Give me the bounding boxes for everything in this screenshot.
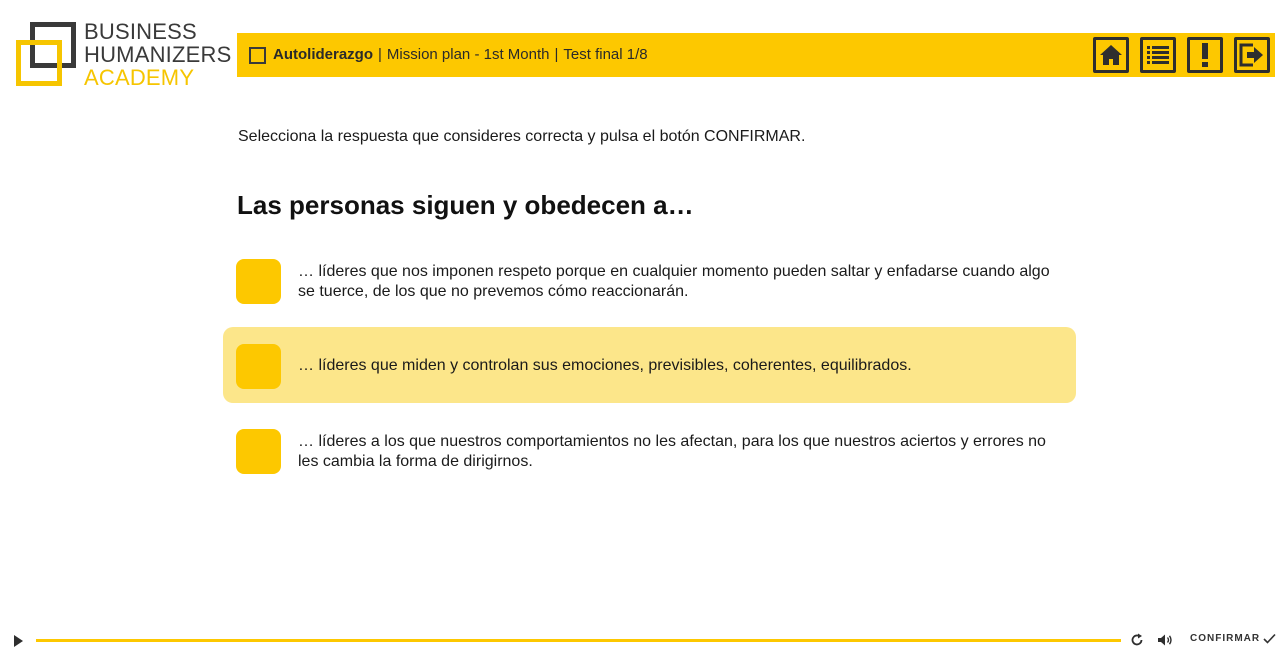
breadcrumb-module: Mission plan - 1st Month [386, 46, 550, 63]
question-title: Las personas siguen y obedecen a… [237, 190, 694, 220]
answer-text: … líderes que nos imponen respeto porque en cualquier momento pueden saltar y enfadarse cuando algo se tuerce, de los que no prevemos cómo reaccionarán. [298, 263, 1050, 300]
progress-checkbox [249, 47, 266, 64]
breadcrumb-separator: | [554, 46, 559, 63]
home-button[interactable] [1093, 37, 1129, 73]
answer-option-1[interactable] [223, 252, 1076, 314]
answer-text: … líderes a los que nuestros comportamientos no les afectan, para los que nuestros aciertos y errores no les cambia la forma de dirigirnos. [298, 433, 1046, 470]
logo-line-academy: ACADEMY [84, 65, 195, 90]
play-icon[interactable] [12, 634, 24, 648]
menu-list-icon [1146, 44, 1170, 66]
exit-button[interactable] [1234, 37, 1270, 73]
confirm-label: CONFIRMAR [1190, 633, 1261, 644]
answer-option-2[interactable] [223, 327, 1076, 403]
confirm-button[interactable] [1190, 633, 1276, 644]
header-nav [1093, 37, 1270, 73]
home-icon [1099, 44, 1123, 66]
player-bar [0, 622, 1280, 659]
progress-bar[interactable] [36, 639, 1121, 642]
answer-option-3[interactable] [223, 422, 1076, 484]
header-bar [237, 33, 1275, 77]
answer-checkbox[interactable] [236, 429, 281, 474]
volume-icon[interactable] [1157, 633, 1173, 647]
checkmark-icon [1263, 633, 1276, 644]
menu-button[interactable] [1140, 37, 1176, 73]
logo-text [84, 20, 231, 89]
answer-checkbox[interactable] [236, 259, 281, 304]
academy-logo [16, 20, 231, 90]
logo-line-business: BUSINESS [84, 19, 197, 44]
breadcrumb-lesson: Test final 1/8 [563, 46, 648, 63]
breadcrumb-separator: | [378, 46, 382, 63]
alert-icon [1199, 42, 1211, 68]
answer-checkbox[interactable] [236, 344, 281, 389]
instruction-text: Selecciona la respuesta que consideres correcta y pulsa el botón CONFIRMAR. [238, 128, 806, 145]
breadcrumb [273, 33, 648, 77]
breadcrumb-course: Autoliderazgo [273, 46, 373, 63]
replay-icon[interactable] [1130, 633, 1144, 647]
answer-text: … líderes que miden y controlan sus emociones, previsibles, coherentes, equilibrados. [298, 357, 912, 374]
logo-line-humanizers: HUMANIZERS [84, 42, 232, 67]
exit-icon [1239, 43, 1265, 67]
alert-button[interactable] [1187, 37, 1223, 73]
logo-mark-icon [16, 22, 78, 86]
